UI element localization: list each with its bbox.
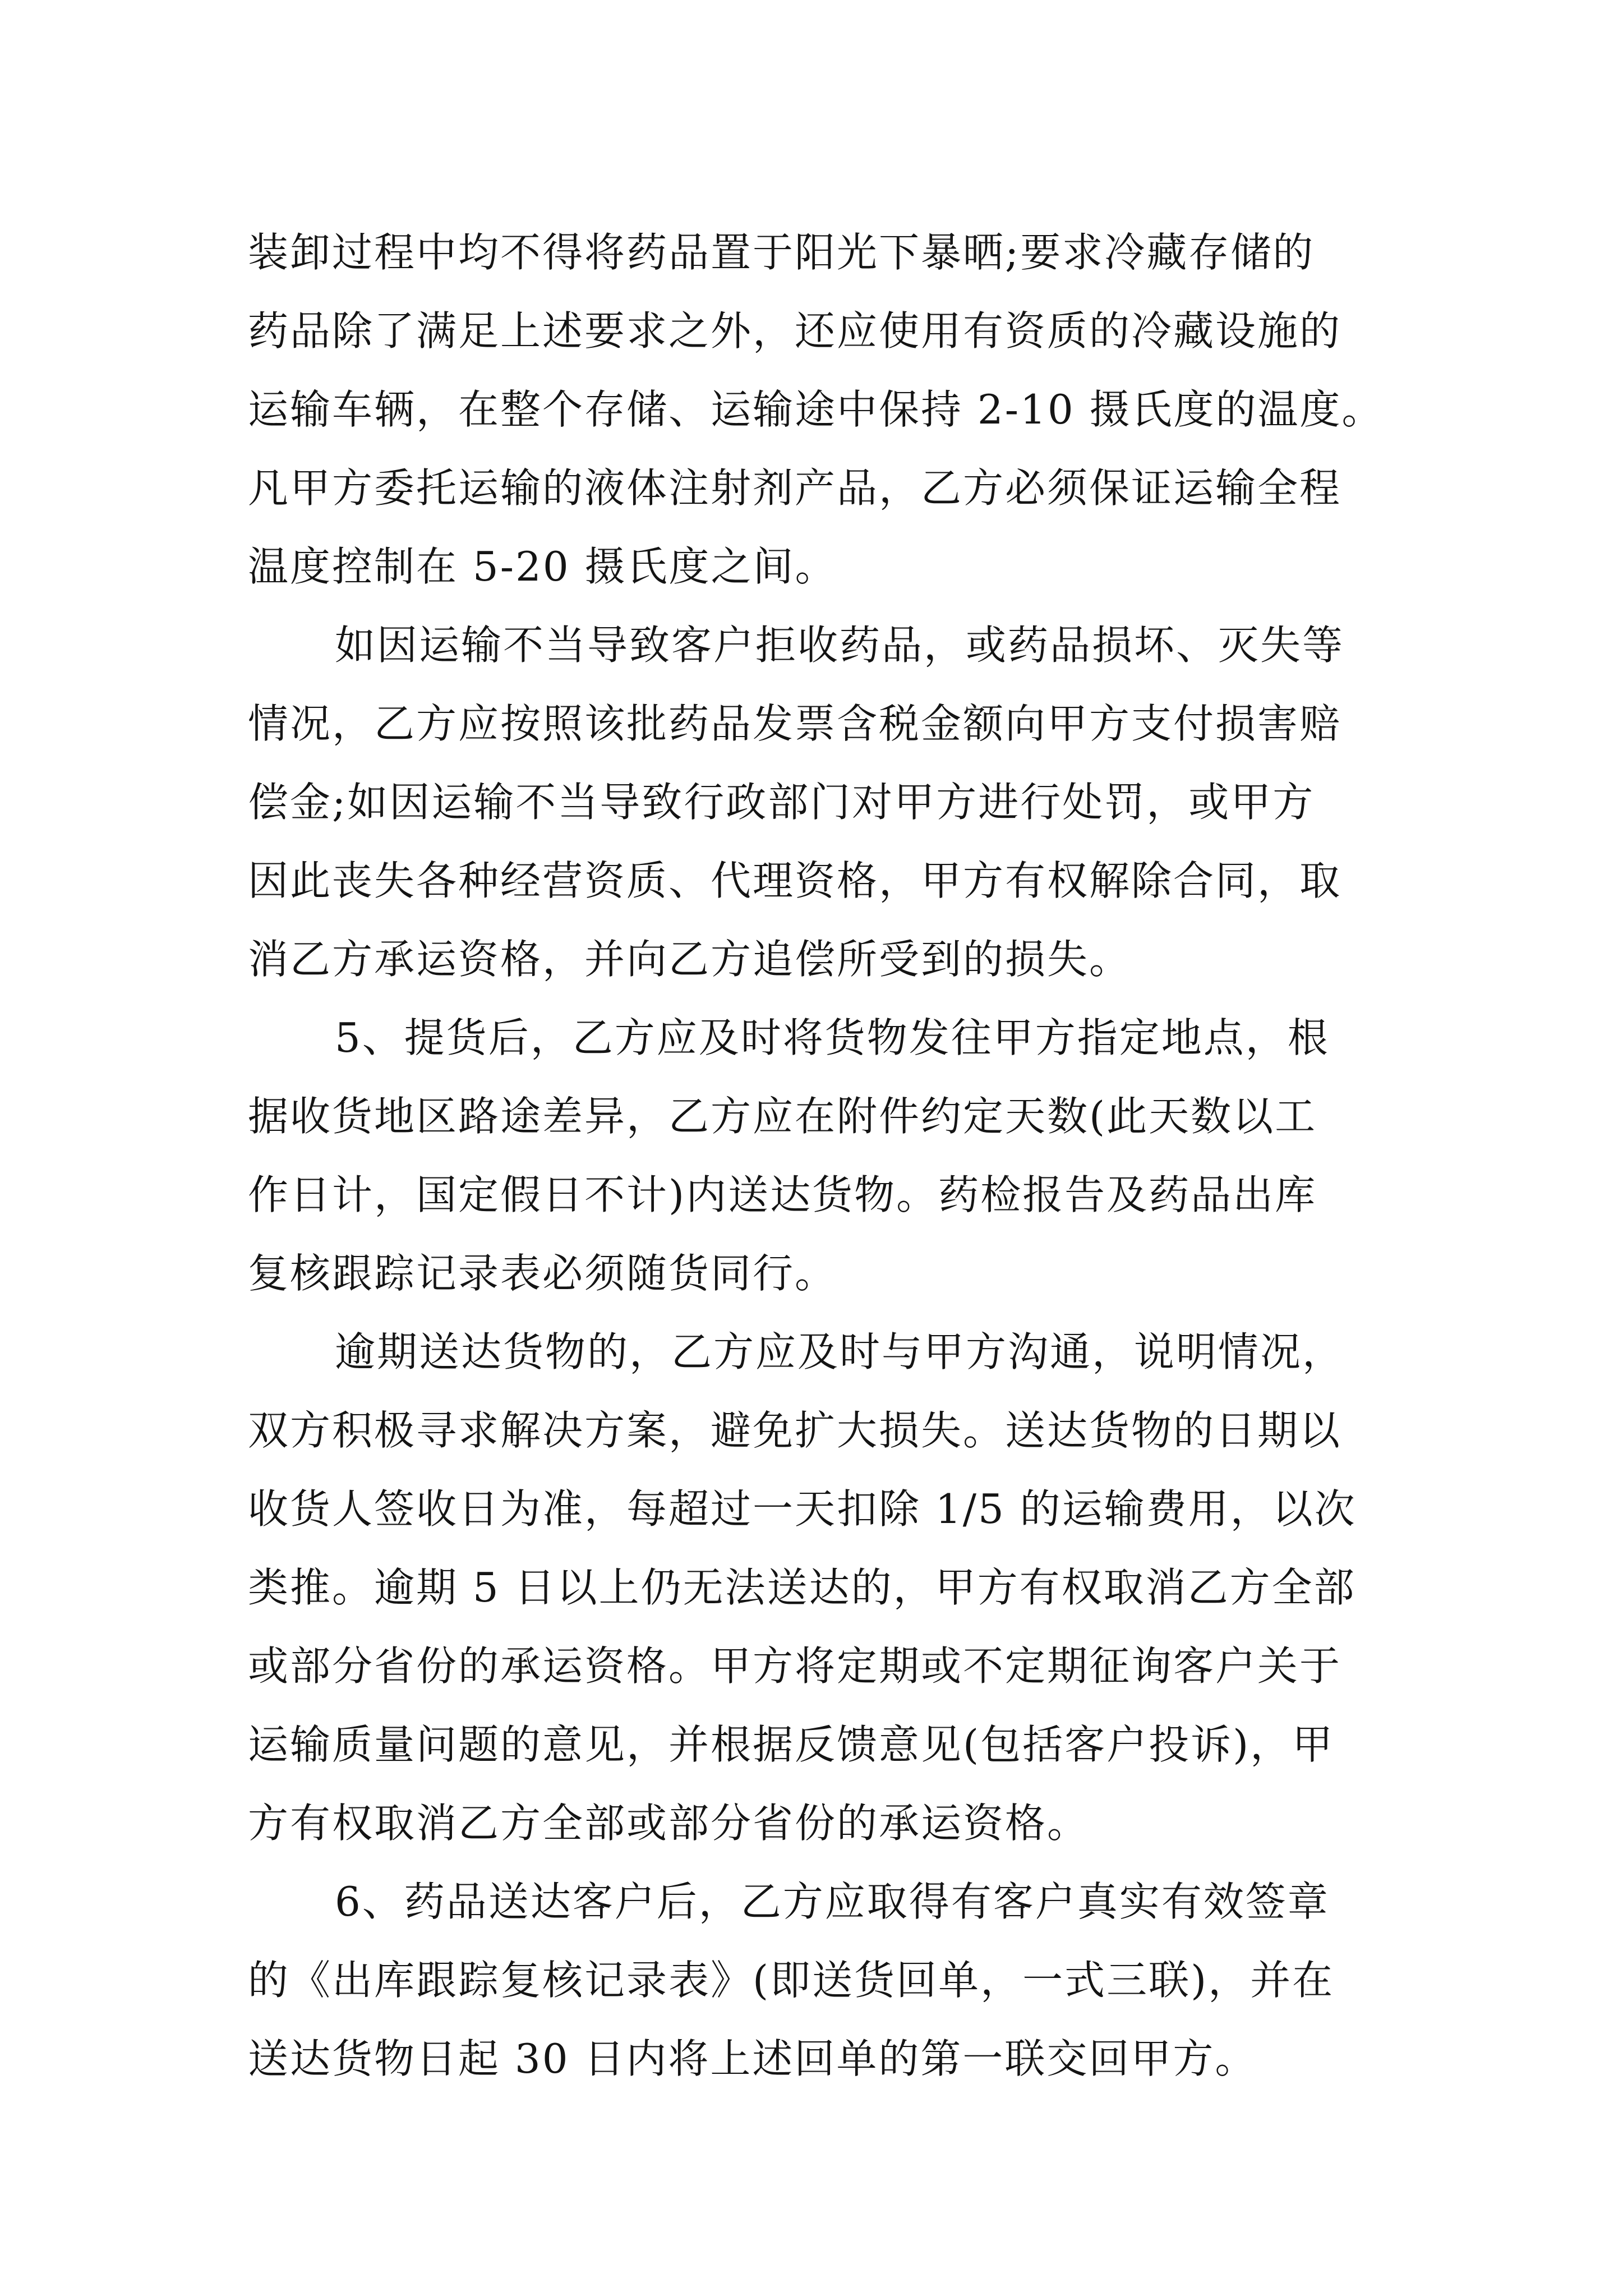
- text-line-20: 运输质量问题的意见，并根据反馈意见(包括客户投诉)，甲: [248, 1721, 1335, 1768]
- text-line-19: 或部分省份的承运资格。甲方将定期或不定期征询客户关于: [248, 1642, 1342, 1690]
- text-line-9: 因此丧失各种经营资质、代理资格，甲方有权解除合同，取: [248, 857, 1342, 904]
- document-body: [248, 213, 1414, 2098]
- text-line-14: 复核跟踪记录表必须随货同行。: [248, 1250, 837, 1297]
- text-line-18: 类推。逾期 5 日以上仍无法送达的，甲方有权取消乙方全部: [248, 1564, 1356, 1611]
- text-line-22: 6、药品送达客户后，乙方应取得有客户真实有效签章: [335, 1878, 1330, 1925]
- text-line-17: 收货人签收日为准，每超过一天扣除 1/5 的运输费用，以次: [248, 1485, 1357, 1533]
- text-line-10: 消乙方承运资格，并向乙方追偿所受到的损失。: [248, 936, 1132, 983]
- text-line-21: 方有权取消乙方全部或部分省份的承运资格。: [248, 1800, 1090, 1847]
- text-line-12: 据收货地区路途差异，乙方应在附件约定天数(此天数以工: [248, 1093, 1317, 1140]
- text-line-15: 逾期送达货物的，乙方应及时与甲方沟通，说明情况，: [335, 1328, 1345, 1375]
- text-line-6: 如因运输不当导致客户拒收药品，或药品损坏、灭失等: [335, 622, 1345, 669]
- text-line-24: 送达货物日起 30 日内将上述回单的第一联交回甲方。: [248, 2035, 1257, 2082]
- text-line-7: 情况，乙方应按照该批药品发票含税金额向甲方支付损害赔: [248, 700, 1342, 747]
- text-line-5: 温度控制在 5-20 摄氏度之间。: [248, 543, 837, 590]
- text-line-2: 药品除了满足上述要求之外，还应使用有资质的冷藏设施的: [248, 307, 1342, 355]
- text-line-11: 5、提货后，乙方应及时将货物发往甲方指定地点，根: [335, 1014, 1330, 1061]
- text-line-23: 的《出库跟踪复核记录表》(即送货回单，一式三联)，并在: [248, 1957, 1335, 2004]
- text-line-8: 偿金;如因运输不当导致行政部门对甲方进行处罚，或甲方: [248, 779, 1315, 826]
- text-line-13: 作日计，国定假日不计)内送达货物。药检报告及药品出库: [248, 1171, 1317, 1218]
- text-line-16: 双方积极寻求解决方案，避免扩大损失。送达货物的日期以: [248, 1407, 1342, 1454]
- text-line-1: 装卸过程中均不得将药品置于阳光下暴晒;要求冷藏存储的: [248, 229, 1315, 276]
- text-line-4: 凡甲方委托运输的液体注射剂产品，乙方必须保证运输全程: [248, 464, 1342, 512]
- text-line-3: 运输车辆，在整个存储、运输途中保持 2-10 摄氏度的温度。: [248, 386, 1384, 433]
